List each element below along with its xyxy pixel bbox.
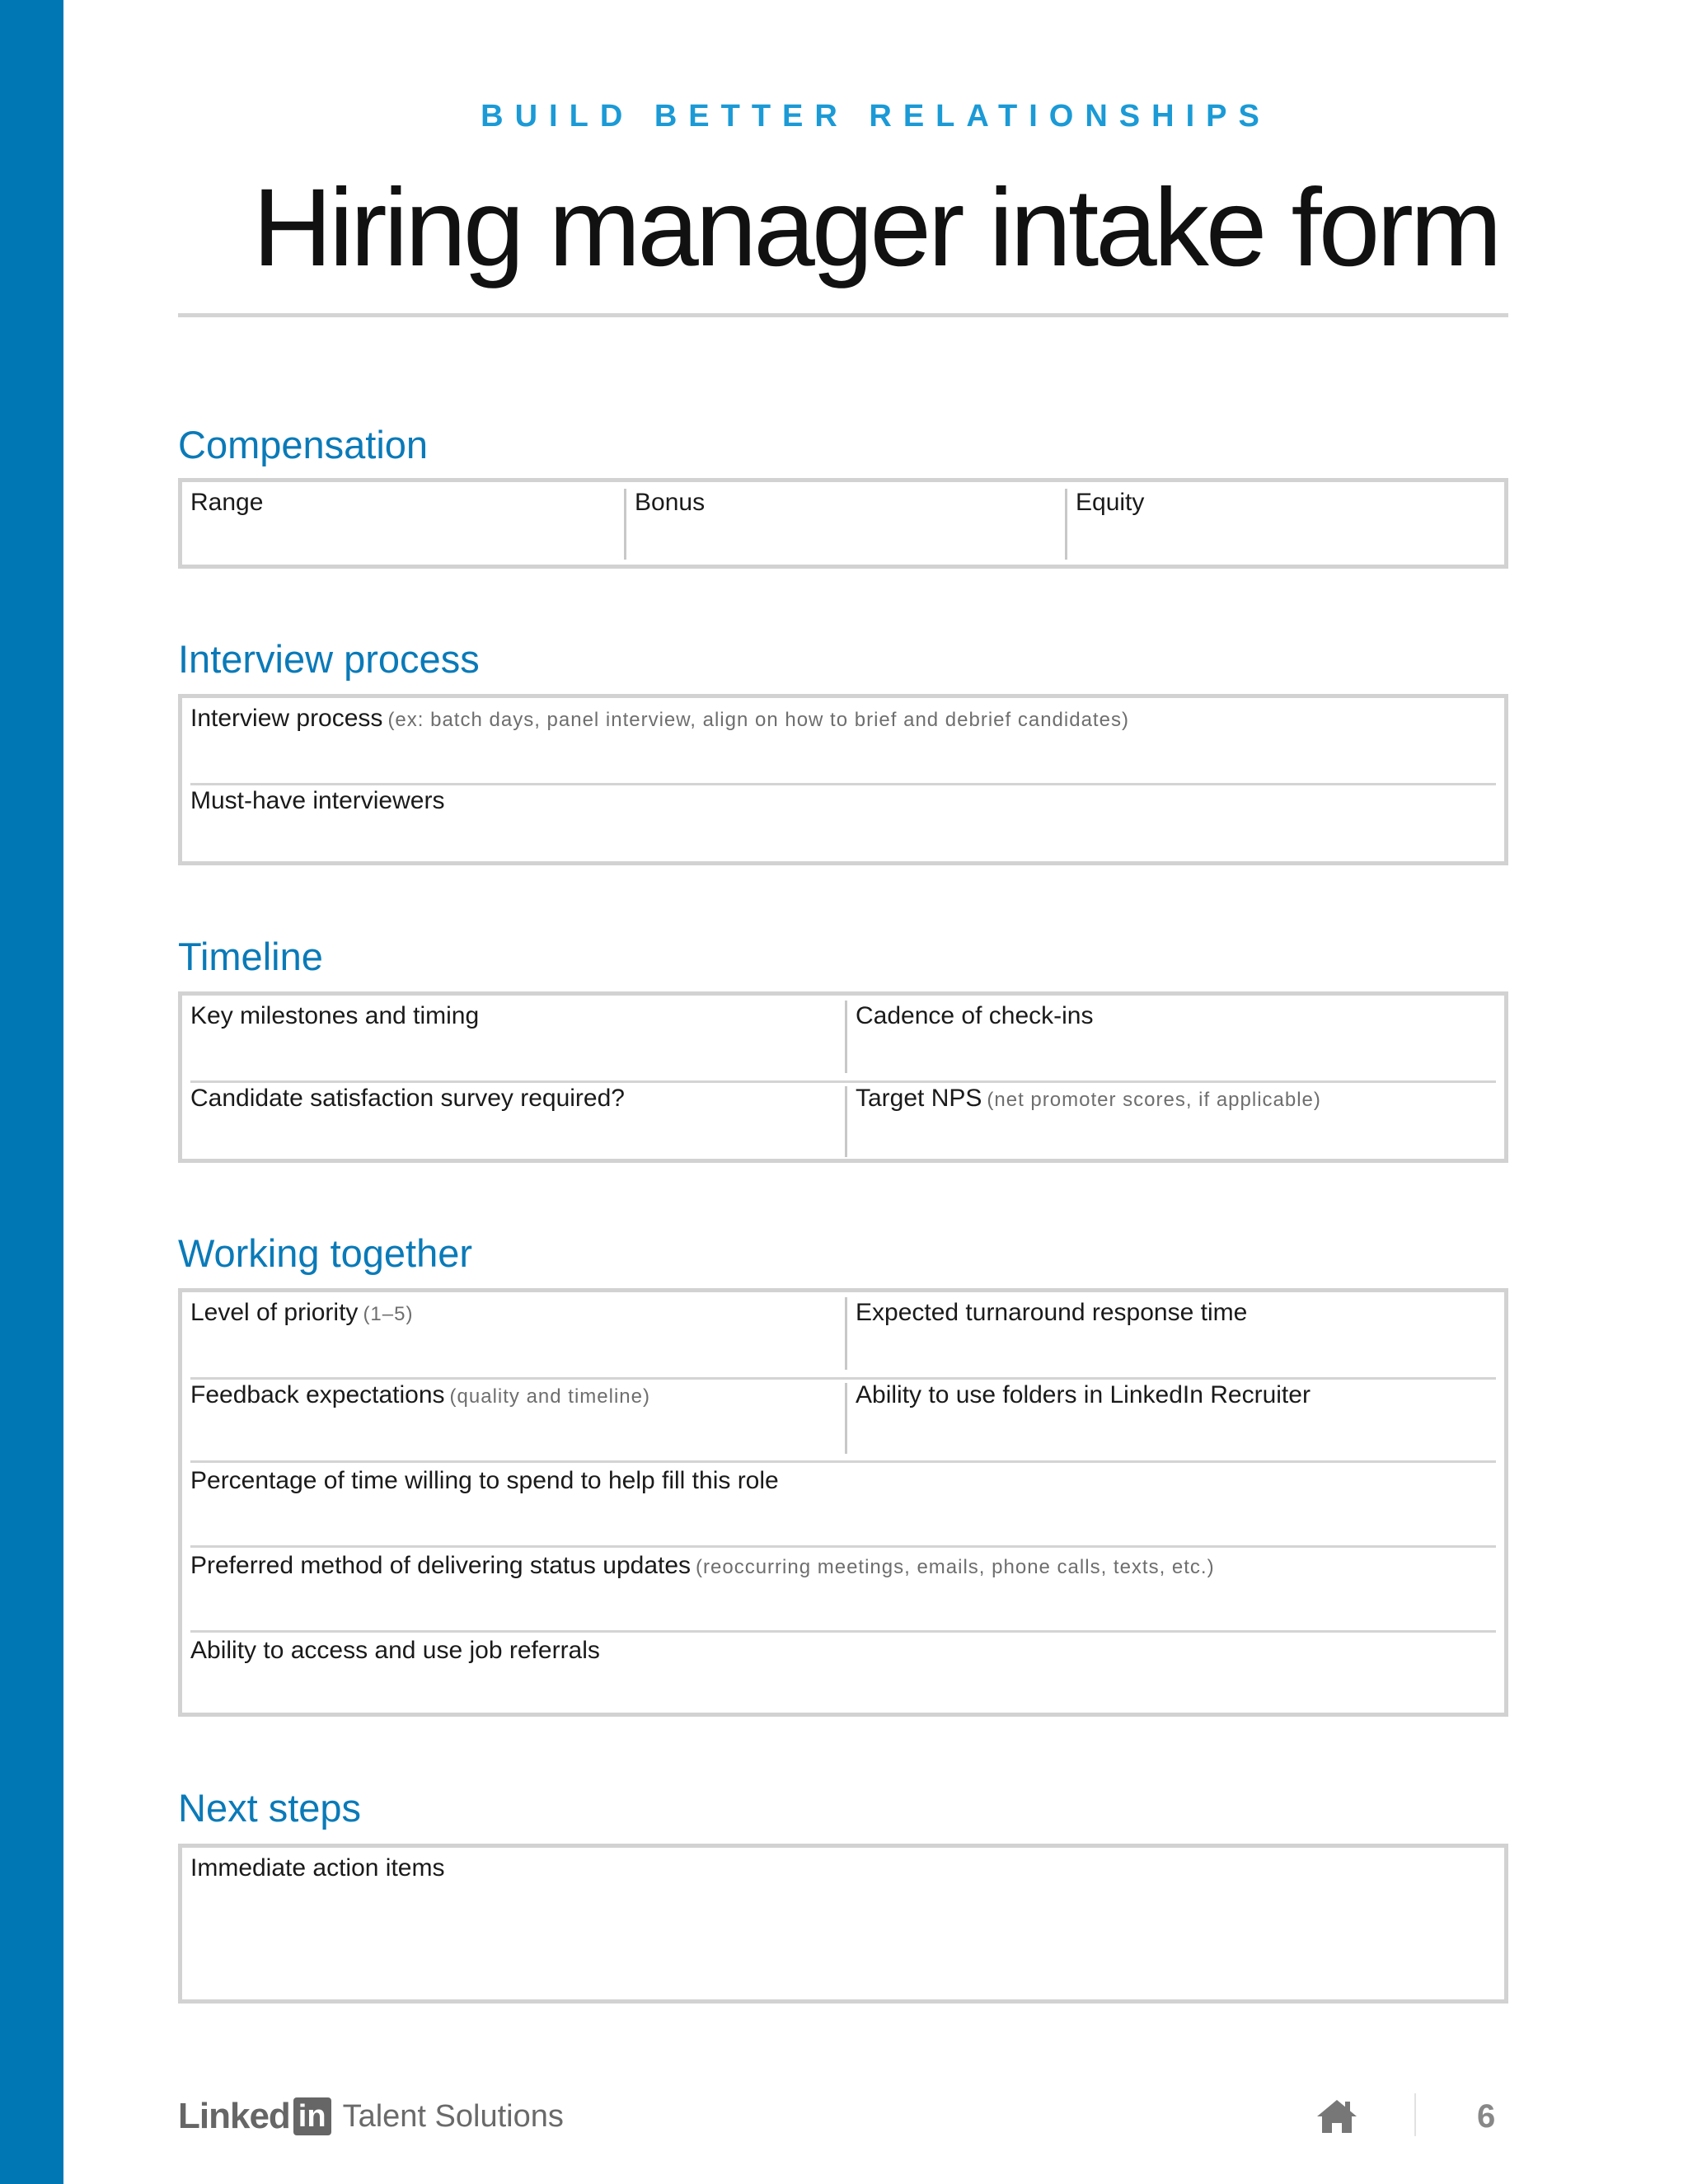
field-cadence[interactable] — [847, 996, 1504, 1078]
interview-box — [178, 694, 1508, 865]
field-bonus-label: Bonus — [635, 489, 706, 516]
field-target-nps-hint: (net promoter scores, if applicable) — [987, 1089, 1321, 1111]
field-percentage-time[interactable] — [182, 1460, 1504, 1543]
field-satisfaction-survey-label: Candidate satisfaction survey required? — [190, 1085, 625, 1112]
linkedin-talent-solutions-logo — [178, 2092, 564, 2141]
field-priority-label: Level of priority — [190, 1299, 359, 1326]
left-accent-bar — [0, 0, 63, 2184]
field-percentage-time-label: Percentage of time willing to spend to help fill this role — [190, 1467, 779, 1494]
field-bonus[interactable] — [626, 482, 1065, 565]
footer-separator — [1414, 2093, 1416, 2136]
field-status-updates-label: Preferred method of delivering status updates — [190, 1552, 692, 1579]
field-folders-label: Ability to use folders in LinkedIn Recruiter — [856, 1381, 1311, 1408]
compensation-box — [178, 478, 1508, 569]
field-equity-label: Equity — [1076, 489, 1145, 516]
field-action-items-label: Immediate action items — [190, 1854, 445, 1882]
home-icon[interactable] — [1315, 2098, 1358, 2135]
field-job-referrals-label: Ability to access and use job referrals — [190, 1637, 600, 1664]
field-turnaround-label: Expected turnaround response time — [856, 1299, 1248, 1326]
field-interview-process-label: Interview process — [190, 705, 383, 732]
logo-in-box: in — [293, 2097, 331, 2135]
page-number: 6 — [1477, 2098, 1496, 2135]
field-must-have-interviewers-label: Must-have interviewers — [190, 787, 445, 814]
field-range[interactable] — [182, 482, 624, 565]
field-must-have-interviewers[interactable] — [182, 780, 1504, 861]
logo-linked-text: Linked — [178, 2096, 290, 2136]
field-equity[interactable] — [1067, 482, 1504, 565]
field-target-nps[interactable] — [847, 1078, 1504, 1159]
field-satisfaction-survey[interactable] — [182, 1078, 845, 1159]
field-job-referrals[interactable] — [182, 1630, 1504, 1713]
field-cadence-label: Cadence of check-ins — [856, 1002, 1094, 1029]
field-interview-process[interactable] — [182, 698, 1504, 780]
field-turnaround[interactable] — [847, 1292, 1504, 1375]
field-status-updates[interactable] — [182, 1545, 1504, 1628]
working-together-box — [178, 1288, 1508, 1717]
title-divider — [178, 313, 1508, 317]
section-title-timeline: Timeline — [178, 935, 323, 978]
field-interview-process-hint: (ex: batch days, panel interview, align on how to brief and debrief candidates) — [387, 709, 1129, 731]
field-target-nps-label: Target NPS — [856, 1085, 982, 1112]
field-folders[interactable] — [847, 1375, 1504, 1457]
field-key-milestones[interactable] — [182, 996, 845, 1078]
section-title-next-steps: Next steps — [178, 1786, 362, 1830]
page-kicker: BUILD BETTER RELATIONSHIPS — [481, 99, 1271, 134]
field-feedback[interactable] — [182, 1375, 845, 1457]
logo-product-text: Talent Solutions — [342, 2098, 564, 2134]
page-title: Hiring manager intake form — [252, 166, 1499, 289]
timeline-box — [178, 991, 1508, 1163]
field-range-label: Range — [190, 489, 264, 516]
field-action-items[interactable] — [182, 1848, 1504, 1999]
section-title-compensation: Compensation — [178, 423, 429, 466]
section-title-interview: Interview process — [178, 637, 480, 681]
field-priority-hint: (1–5) — [363, 1303, 414, 1325]
field-status-updates-hint: (reoccurring meetings, emails, phone calls, texts, etc.) — [696, 1556, 1215, 1578]
field-key-milestones-label: Key milestones and timing — [190, 1002, 480, 1029]
section-title-working-together: Working together — [178, 1231, 473, 1275]
field-feedback-hint: (quality and timeline) — [449, 1385, 650, 1408]
field-priority[interactable] — [182, 1292, 845, 1375]
next-steps-box — [178, 1844, 1508, 2004]
field-feedback-label: Feedback expectations — [190, 1381, 445, 1408]
